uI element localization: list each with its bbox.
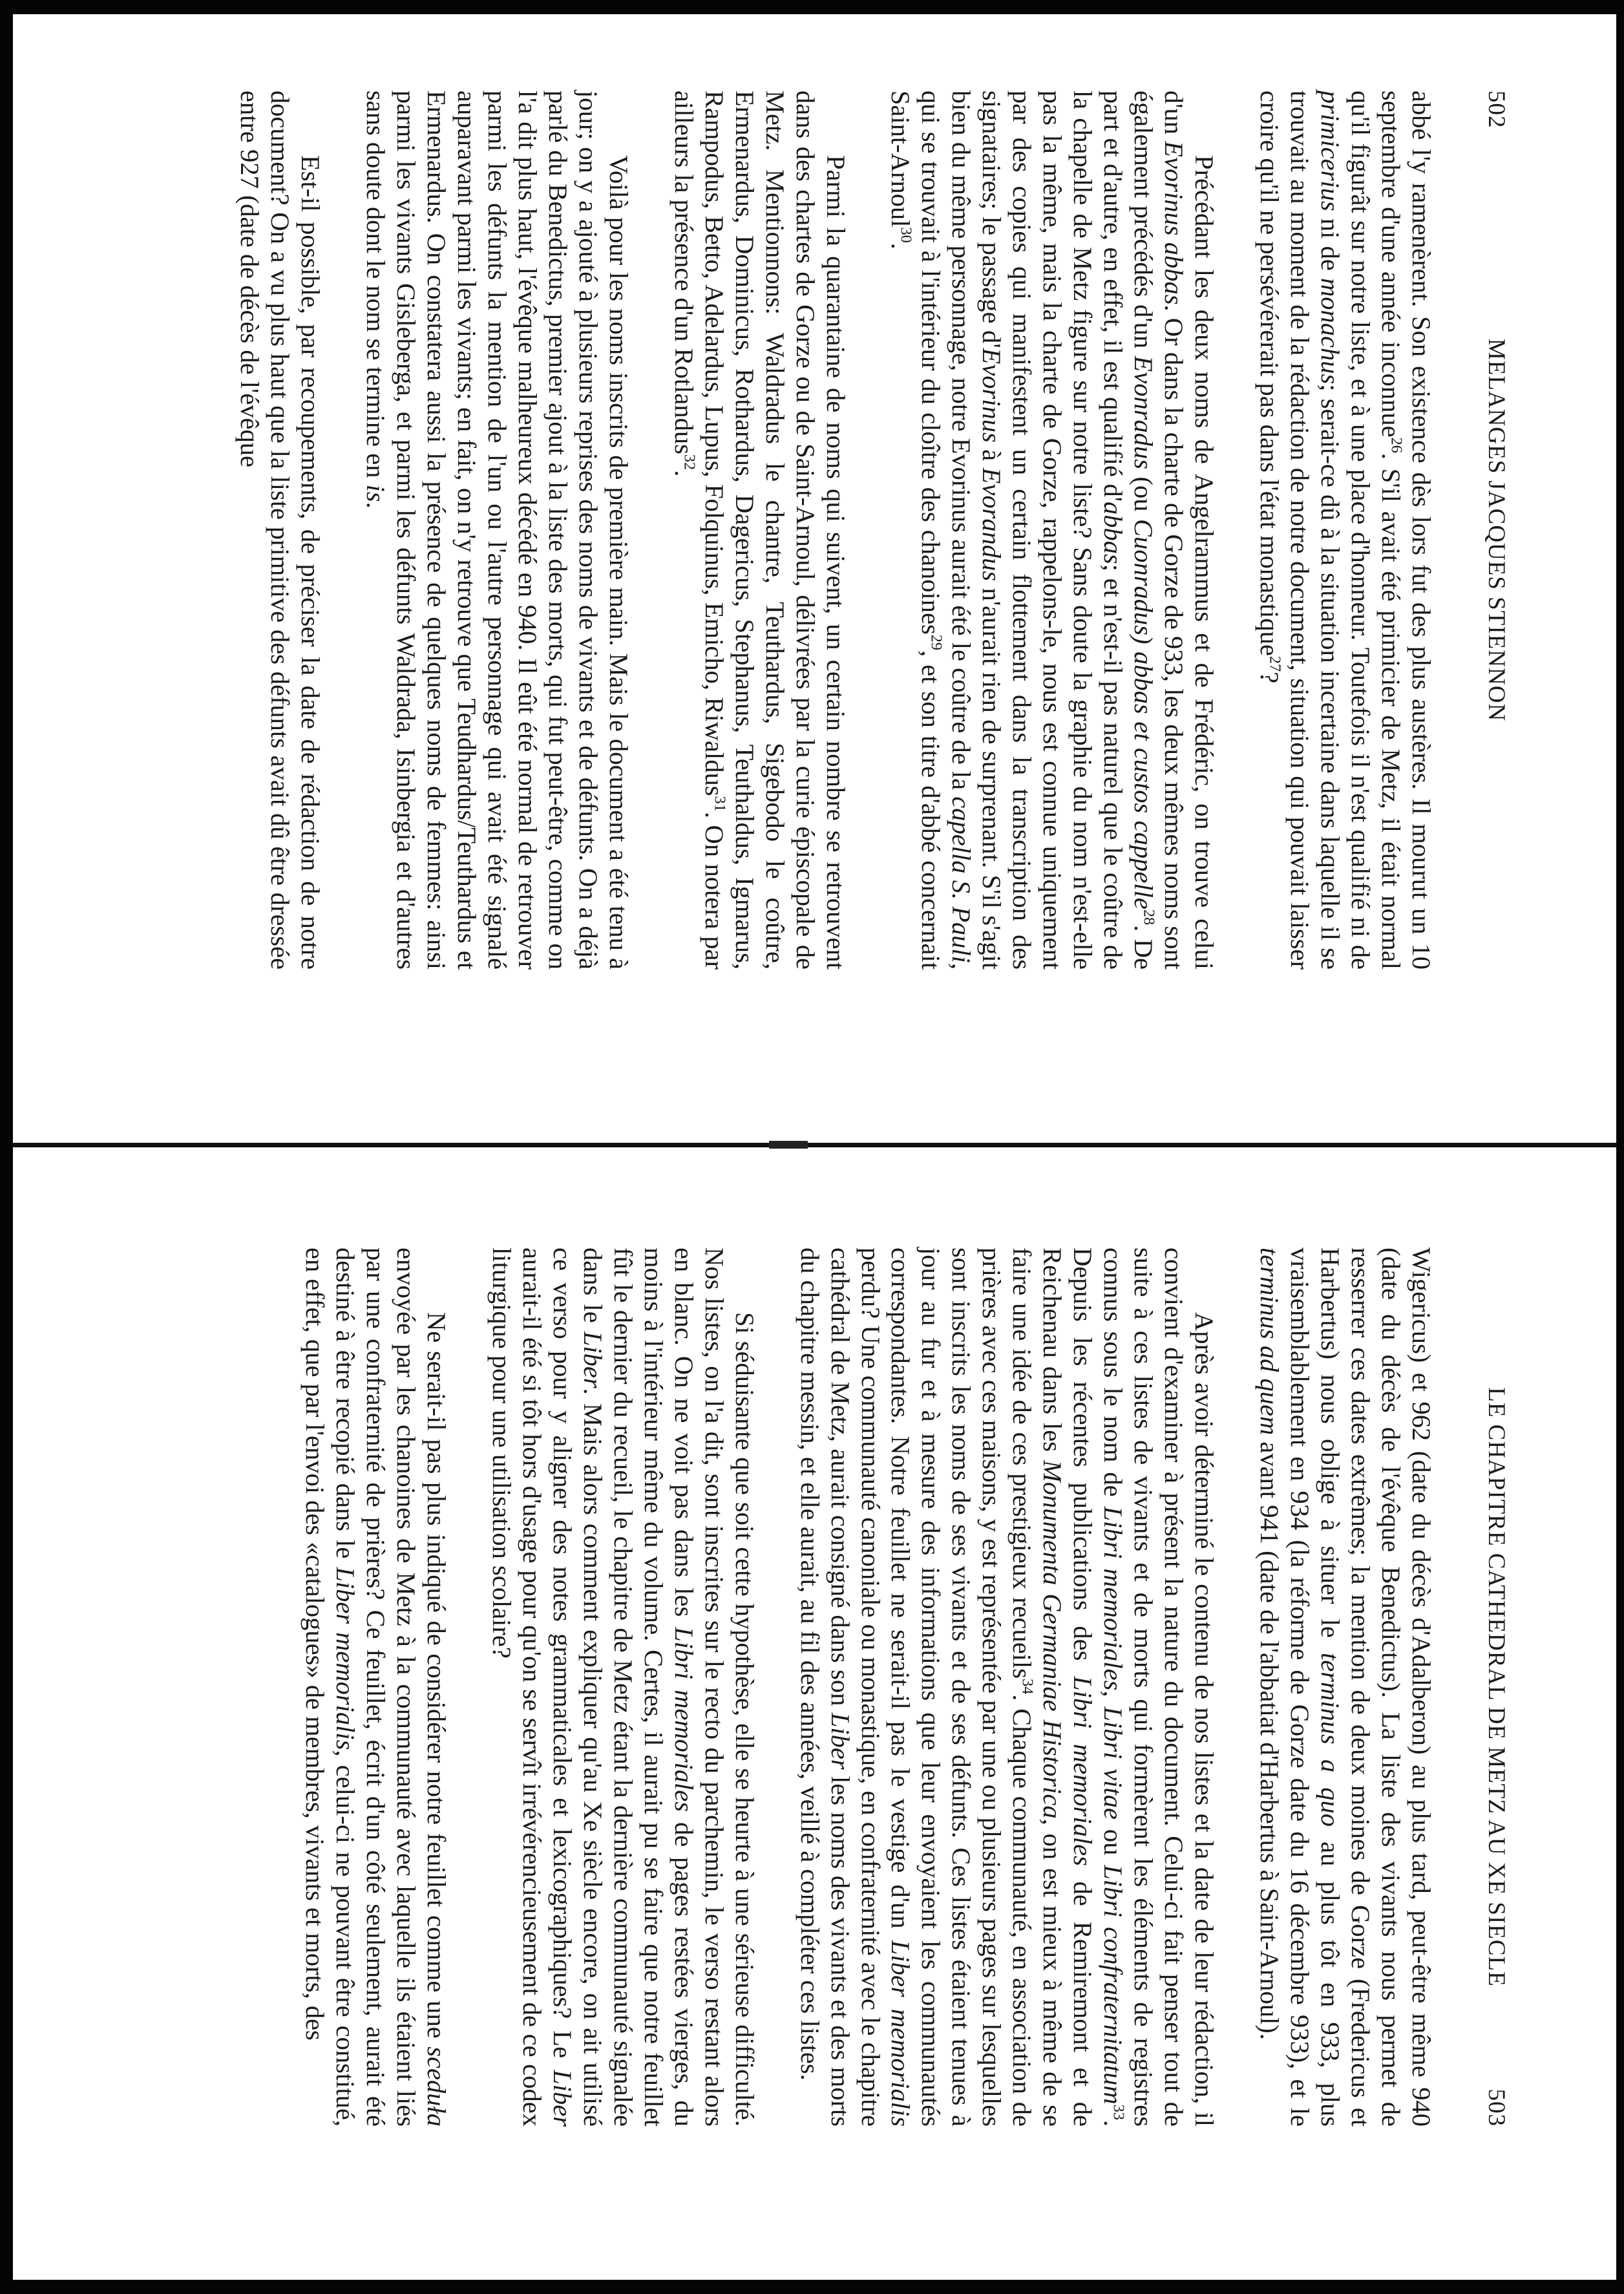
page-503 — [89, 1144, 1536, 2230]
page-number: 502 — [1483, 90, 1510, 129]
footnote-ref: 33 — [1110, 2104, 1128, 2120]
text-run: ? — [1255, 672, 1285, 684]
paragraph — [234, 90, 325, 970]
italic-text: Liber memorialis — [331, 1567, 360, 1750]
italic-text: terminus ad quem — [1255, 1248, 1285, 1436]
text-run: , et son titre d'abbé concernait Saint-Arnoul — [886, 90, 946, 970]
paragraph — [360, 90, 633, 970]
text-run: . Depuis les récentes publications des — [1068, 1248, 1128, 2127]
text-run: , qui se trouvait à l'intérieur du cloître des chanoines — [916, 90, 976, 970]
text-run: Voilà pour les noms inscrits de première main. Mais le document a été tenu à jour; on y a ajouté à plusieurs reprises des noms de vivants et de défunts. On a déjà parlé du Benedictus, premier ajout à la liste des morts, qui fut peut-être, comme on l'a dit plus haut, l'évêque malheureux décédé en 940. Il eût été normal de retrouver parmi les défunts la mention de l'un ou l'autre personnage qui avait été signalé auparavant parmi les vivants; en fait, on n'y retrouve que Teudhardus/Teuthardus et Ermenardus. On constatera aussi la présence de quelques noms de femmes: ainsi parmi les vivants Gisleberga, et parmi les défunts Waldrada, Isinbergia et d'autres sans doute dont le nom se termine en — [361, 90, 633, 970]
footnote-ref: 34 — [1018, 1678, 1037, 1695]
text-run: envoyée par les chanoines de Metz à la communauté avec laquelle ils étaient liés par une confraternité de prières? Ce feuillet, écrit d'un côté seulement, aurait été destiné à être recopié dans le — [331, 1248, 421, 2127]
running-header-left-page — [1471, 90, 1510, 970]
text-run: . Mais alors comment expliquer qu'au Xe siècle encore, on ait utilisé ce verso pour y aligner des notes grammaticales et lexicographiques? Le — [547, 1248, 607, 2127]
footnote-ref: 29 — [927, 634, 945, 651]
text-run: Wigericus) et 962 (date du décès d'Adalberon) au plus tard, peut-être même 940 (date du décès de l'évêque Benedictus). La liste des vivants nous permet de resserrer ces dates extrêmes; la mention de deux moines de Gorze (Fredericus et Harbertus) nous oblige à situer le — [1316, 1248, 1436, 2127]
page-body-text — [234, 90, 1436, 970]
text-run: Précédant les deux noms de Angelrammus et de Frédéric, on trouve celui d'un — [1159, 90, 1219, 970]
italic-text: Libri memoriales, Libri vitae — [1099, 1506, 1128, 1820]
text-run: ; serait-ce dû à la situation incertaine dans laquelle il se trouvait au moment de la rédaction de notre document, situation qui pouvait laisser croire qu'il ne persévérerait pas dans l'état monastique — [1255, 90, 1345, 970]
paragraph — [794, 1248, 1219, 2127]
paragraph — [486, 1248, 759, 2127]
italic-text: Libri memoriales — [669, 1627, 699, 1812]
running-header-right-page — [1471, 1248, 1510, 2127]
footnote-ref: 28 — [1140, 909, 1158, 926]
text-run: n'aurait rien de surprenant. S'il s'agit bien du même personnage, notre Evorinus aurait été le coûtre de la — [947, 90, 1007, 970]
running-head-title: LE CHAPITRE CATHEDRAL DE METZ AU XE SIECLE — [1483, 1387, 1510, 1987]
text-run: . — [669, 470, 699, 477]
text-run: de Remiremont et de Reichenau dans les — [1038, 1248, 1098, 2127]
text-run: (ou — [1129, 469, 1159, 519]
text-run: avant 941 (date de l'abbatiat d'Harbertus à Saint-Arnoul). — [1255, 1435, 1285, 2040]
italic-text: terminus a quo — [1316, 1652, 1345, 1827]
italic-text: Liber — [578, 1331, 607, 1388]
italic-text: Liber — [825, 1712, 855, 1770]
italic-text: primicerius — [1316, 90, 1345, 211]
italic-text: is — [361, 484, 390, 502]
text-run: de pages restées vierges, du moins à l'intérieur même du volume. Certes, il aurait pu se faire que notre feuillet fût le dernier du recueil, le chapitre de Metz étant la dernière communauté signalée dans le — [578, 1248, 699, 2127]
text-run: . — [886, 242, 916, 250]
footnote-ref: 26 — [1387, 437, 1406, 453]
italic-text: Evorandus — [977, 467, 1007, 582]
text-run: Est-il possible, par recoupements, de préciser la date de rédaction de notre document? On a vu plus haut que la liste primitive des défunts avait dû être dressée entre 927 (date de décès de l'évêque — [235, 90, 325, 970]
text-run: à — [977, 442, 1007, 468]
footnote-ref: 31 — [711, 796, 729, 812]
text-run: ; et n'est-il pas naturel que le coûtre de la chapelle de Metz figure sur notre liste? Sans doute la graphie du nom n'est-elle pas la même, mais la charte de Gorze, rappelons-le, nous est connue uniquement par des copies qui manifestent un certain flottement dans la transcription des signataires; le passage d' — [977, 90, 1128, 970]
italic-text: Libri confraternitatum — [1099, 1865, 1128, 2105]
text-run: , celui-ci ne pouvant être constitué, en effet, que par l'envoi des «catalogues» de membres, vivants et morts, des — [301, 1248, 360, 2127]
text-run: . S'il avait été primicier de Metz, il était normal qu'il figurât sur notre liste, et à une place d'honneur. Toutefois il n'est qualifié ni de — [1346, 90, 1406, 970]
page-body-text — [299, 1248, 1436, 2127]
italic-text: capella S. Pauli — [947, 796, 976, 963]
paragraph — [885, 90, 1219, 970]
italic-text: Liber memorialis — [886, 1940, 916, 2127]
paragraph — [1254, 90, 1436, 970]
text-run: Parmi la quarantaine de noms qui suivent, un certain nombre se retrouvent dans des chartes de Gorze ou de Saint-Arnoul, délivrées par la curie épiscopale de Metz. Mentionnons: Waldradus le chantre, Teuthardus, Sigebodo le coûtre, Ermenardus, Dominicus, Rothardus, Dagericus, Stephanus, Teuthaldus, Igmarus, Rampodus, Betto, Adelardus, Lupus, Folquinus, Emicho, Riwaldus — [699, 90, 850, 970]
text-run: Après avoir déterminé le contenu de nos listes et la date de leur rédaction, il convient d'examiner à présent la nature du document. Celui-ci fait penser tout de suite à ces listes de vivants et de morts qui formèrent les éléments de registres connus sous le nom de — [1099, 1248, 1219, 2127]
text-run: perdu? Une communauté canoniale ou monastique, en confraternité avec le chapitre cathédral de Metz, aurait consigné dans son — [825, 1248, 885, 2127]
text-run: ni de — [1316, 211, 1345, 279]
italic-text: abbas — [1099, 502, 1128, 564]
footnote-ref: 32 — [680, 454, 699, 471]
text-run: Ne serait-il pas plus indiqué de considérer notre feuillet comme une — [421, 1312, 451, 2047]
page-number: 503 — [1483, 2088, 1510, 2127]
italic-text: Evonradus — [1129, 356, 1159, 470]
text-run: . On notera par ailleurs la présence d'un Rotlandus — [669, 90, 729, 970]
italic-text: Cuonradus) abbas et custos cappelle — [1129, 519, 1159, 909]
text-run: . — [361, 502, 390, 509]
italic-text: Evorinus abbas — [1159, 141, 1189, 305]
text-run: . Or dans la charte de Gorze de 933, les deux mêmes noms sont également précédés d'un — [1129, 90, 1189, 970]
footnote-ref: 27 — [1266, 655, 1284, 672]
text-run: au plus tôt en 933, plus vraisemblablement en 934 (la réforme de Gorze date du 16 décembre 933), et le — [1285, 1248, 1345, 2127]
page-502 — [89, 0, 1536, 1073]
italic-text: Liber — [547, 2070, 577, 2127]
italic-text: Monumenta Germaniae Historica — [1038, 1460, 1068, 1819]
italic-text: Evorinus — [977, 348, 1007, 443]
paragraph — [1254, 1248, 1436, 2127]
text-run: . Chaque communauté, en association de prières avec ces maisons, y est représentée par une ou plusieurs pages sur lesquelles sont inscrits les noms de ses vivants et de ses défunts. Ces listes étaient tenues à jour au fur et à mesure des informations que leur envoyaient les communautés correspondantes. Notre feuillet ne serait-il pas le vestige d'un — [886, 1248, 1037, 2127]
italic-text: sceduła — [421, 2046, 451, 2127]
paragraph — [299, 1248, 451, 2127]
text-run: aurait-il été si tôt hors d'usage pour qu'on se servît irrévérencieusement de ce codex liturgique pour une utilisation scolaire? — [487, 1248, 547, 2127]
paragraph — [668, 90, 850, 970]
text-run: ou — [1099, 1819, 1128, 1865]
footnote-ref: 30 — [898, 227, 915, 243]
italic-text: Libri memoriales — [1068, 1676, 1098, 1866]
text-run: Si séduisante que soit cette hypothèse, elle se heurte à une sérieuse difficulté. Nos listes, on l'a dit, sont inscrites sur le recto du parchemin, le verso restant alors en blanc. On ne voit pas dans les — [669, 1248, 759, 2127]
text-run: , on est mieux à même de se faire une idée de ces prestigieux recueils — [1007, 1248, 1068, 2127]
italic-text: monachus — [1316, 278, 1345, 385]
running-head-title: MELANGES JACQUES STIENNON — [1483, 338, 1510, 722]
text-run: les noms des vivants et des morts du chapitre messin, et elle aurait, au fil des années, veillé à compléter ces listes. — [795, 1248, 855, 2127]
text-run: . De part et d'autre, en effet, il est qualifié d' — [1099, 90, 1159, 970]
text-run: abbé l'y ramenèrent. Son existence dès lors fut des plus austères. Il mourut un 10 septembre d'une année inconnue — [1376, 90, 1436, 970]
